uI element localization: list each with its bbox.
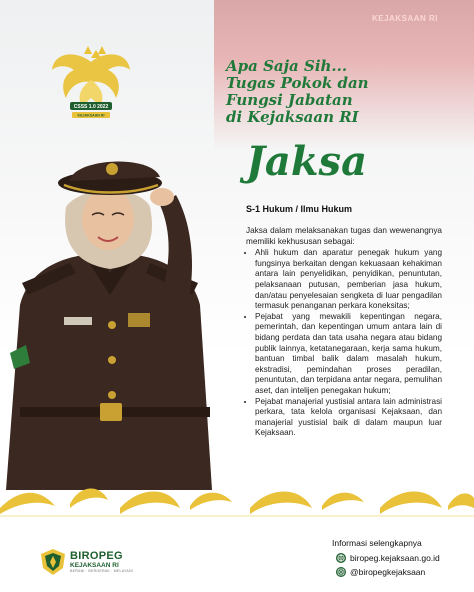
- website-link[interactable]: [336, 553, 440, 563]
- instagram-icon: [336, 567, 346, 577]
- emblem-subcaption: KEJAKSAAN RI: [77, 113, 105, 118]
- website-text: biropeg.kejaksaan.go.id: [350, 553, 440, 563]
- biropeg-logo: [40, 548, 158, 576]
- intro-text: Jaksa dalam melaksanakan tugas dan wewenangnya memiliki kekhususan sebagai:: [246, 226, 442, 246]
- list-item: • Pejabat yang mewakili kepentingan negara, pemerintah, dan kepentingan umum antara lain di bidang perdata dan tata usaha negara atau bidang publik lainnya, ketatanegaraan, kerja sama hukum, bantuan timbal balik dalam masalah hukum, ekstradisi, pemindahan proses peradilan, penuntutan, dan terpidana antar negara, pemulihan aset, dan intelijen penegakan hukum;: [255, 312, 442, 397]
- prosecutor-portrait: [0, 145, 250, 490]
- city-sign: KEJAKSAAN RI: [371, 14, 438, 23]
- headline-line: Tugas Pokok dan: [226, 74, 369, 92]
- list-item: • Ahli hukum dan aparatur penegak hukum yang fungsinya berkaitan dengan kekuasaan kehakiman antara lain penyelidikan, penyidikan, penuntutan, pelaksanaan putusan, pemberian jasa hukum, dan/atau penyelesaian sengketa di luar pengadilan termasuk penanganan perkara koneksitas;: [255, 248, 442, 312]
- emblem-caption: CSSS 1.0 2022: [73, 104, 109, 110]
- headline: [226, 58, 446, 126]
- shield-icon: [40, 548, 66, 576]
- duties-list: [246, 248, 442, 439]
- description: [246, 226, 442, 439]
- instagram-text: @biropegkejaksaan: [350, 567, 426, 577]
- headline-line: di Kejaksaan RI: [226, 108, 359, 126]
- page-title: Jaksa: [246, 138, 367, 185]
- qualification: S-1 Hukum / Ilmu Hukum: [246, 204, 353, 214]
- instagram-link[interactable]: [336, 567, 425, 577]
- gold-ornament-strip: [0, 478, 474, 518]
- logo-name: BIROPEG: [70, 550, 123, 562]
- anniversary-emblem-icon: [46, 40, 136, 122]
- info-label: Informasi selengkapnya: [332, 538, 422, 548]
- logo-tagline: BERANI · BERGERAK · MELAYANI: [70, 569, 133, 573]
- list-item: • Pejabat manajerial yustisial antara lain administrasi perkara, tata kelola organisasi Kejaksaan, dan manajerial yustisial baik di dalam maupun luar Kejaksaan.: [255, 397, 442, 439]
- logo-sub: KEJAKSAAN RI: [70, 562, 119, 569]
- headline-line: Apa Saja Sih...: [226, 57, 348, 75]
- globe-icon: [336, 553, 346, 563]
- headline-line: Fungsi Jabatan: [226, 91, 353, 109]
